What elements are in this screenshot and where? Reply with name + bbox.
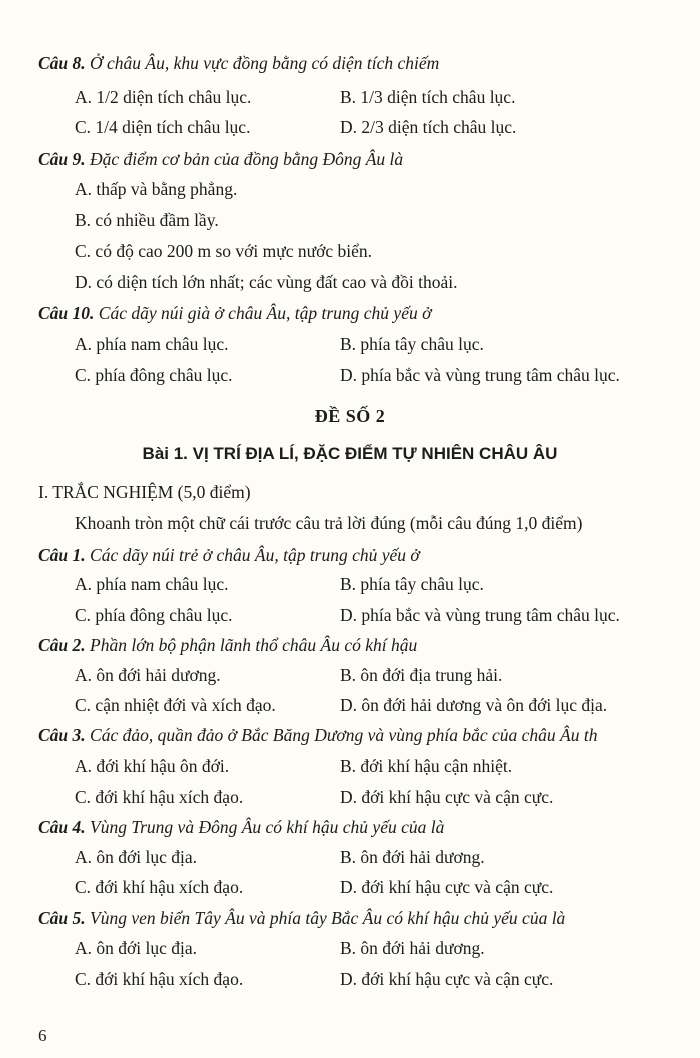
question-text: Vùng Trung và Đông Âu có khí hậu chủ yếu của là	[85, 817, 445, 837]
answer-option: A. đới khí hậu ôn đới.	[75, 756, 230, 776]
answer-option: C. đới khí hậu xích đạo.	[75, 787, 244, 807]
answer-option: B. đới khí hậu cận nhiệt.	[340, 756, 513, 776]
question-stem	[38, 816, 444, 838]
answer-option: D. ôn đới hải dương và ôn đới lục địa.	[340, 695, 608, 715]
question-number: Câu 5.	[38, 908, 86, 928]
answer-option: A. ôn đới lục địa.	[75, 938, 198, 958]
question-text: Các đảo, quần đảo ở Bắc Băng Dương và vùng phía bắc của châu Âu th	[85, 725, 598, 745]
answer-option: A. ôn đới hải dương.	[75, 665, 221, 685]
answer-option: D. 2/3 diện tích châu lục.	[340, 117, 517, 137]
answer-option: C. 1/4 diện tích châu lục.	[75, 117, 251, 137]
question-number: Câu 1.	[38, 545, 86, 565]
answer-option: A. 1/2 diện tích châu lục.	[75, 87, 252, 107]
question-stem	[38, 148, 403, 170]
answer-option: C. đới khí hậu xích đạo.	[75, 877, 244, 897]
question-number: Câu 4.	[38, 817, 86, 837]
answer-option: A. phía nam châu lục.	[75, 574, 229, 594]
answer-option: A. thấp và bằng phẳng.	[75, 179, 238, 199]
answer-option: C. phía đông châu lục.	[75, 605, 233, 625]
answer-option: D. đới khí hậu cực và cận cực.	[340, 787, 554, 807]
question-number: Câu 9.	[38, 149, 86, 169]
page-number: 6	[38, 1026, 47, 1045]
question-text: Các dãy núi trẻ ở châu Âu, tập trung chủ yếu ở	[85, 545, 420, 565]
section-heading: I. TRẮC NGHIỆM (5,0 điểm)	[38, 482, 251, 502]
answer-option: C. cận nhiệt đới và xích đạo.	[75, 695, 276, 715]
answer-option: C. phía đông châu lục.	[75, 365, 233, 385]
answer-option: B. có nhiều đầm lầy.	[75, 210, 219, 230]
answer-option: C. đới khí hậu xích đạo.	[75, 969, 244, 989]
answer-option: D. đới khí hậu cực và cận cực.	[340, 969, 554, 989]
question-stem	[38, 634, 417, 656]
answer-option: D. đới khí hậu cực và cận cực.	[340, 877, 554, 897]
question-number: Câu 8.	[38, 53, 86, 73]
answer-option: B. ôn đới địa trung hải.	[340, 665, 503, 685]
question-stem	[38, 544, 420, 566]
answer-option: B. phía tây châu lục.	[340, 574, 484, 594]
question-text: Ở châu Âu, khu vực đồng bằng có diện tích chiếm	[85, 53, 440, 73]
answer-option: A. ôn đới lục địa.	[75, 847, 198, 867]
question-number: Câu 2.	[38, 635, 86, 655]
question-stem	[38, 52, 439, 74]
answer-option: D. phía bắc và vùng trung tâm châu lục.	[340, 365, 620, 385]
question-stem	[38, 907, 565, 929]
lesson-title: Bài 1. VỊ TRÍ ĐỊA LÍ, ĐẶC ĐIỂM TỰ NHIÊN CHÂU ÂU	[142, 444, 558, 463]
question-stem	[38, 724, 597, 746]
answer-option: D. phía bắc và vùng trung tâm châu lục.	[340, 605, 620, 625]
answer-option: B. ôn đới hải dương.	[340, 847, 485, 867]
question-text: Đặc điểm cơ bản của đồng bằng Đông Âu là	[85, 149, 404, 169]
question-number: Câu 10.	[38, 303, 95, 323]
answer-option: B. ôn đới hải dương.	[340, 938, 485, 958]
exam-title: ĐỀ SỐ 2	[314, 406, 386, 426]
answer-option: D. có diện tích lớn nhất; các vùng đất cao và đồi thoải.	[75, 272, 458, 292]
answer-option: B. phía tây châu lục.	[340, 334, 484, 354]
answer-option: A. phía nam châu lục.	[75, 334, 229, 354]
instruction-text: Khoanh tròn một chữ cái trước câu trả lời đúng (mỗi câu đúng 1,0 điểm)	[75, 513, 583, 533]
question-text: Các dãy núi già ở châu Âu, tập trung chủ yếu ở	[94, 303, 432, 323]
question-text: Phần lớn bộ phận lãnh thổ châu Âu có khí hậu	[85, 635, 418, 655]
question-stem	[38, 302, 431, 324]
question-text: Vùng ven biển Tây Âu và phía tây Bắc Âu có khí hậu chủ yếu của là	[85, 908, 566, 928]
answer-option: C. có độ cao 200 m so với mực nước biển.	[75, 241, 373, 261]
question-number: Câu 3.	[38, 725, 86, 745]
answer-option: B. 1/3 diện tích châu lục.	[340, 87, 516, 107]
